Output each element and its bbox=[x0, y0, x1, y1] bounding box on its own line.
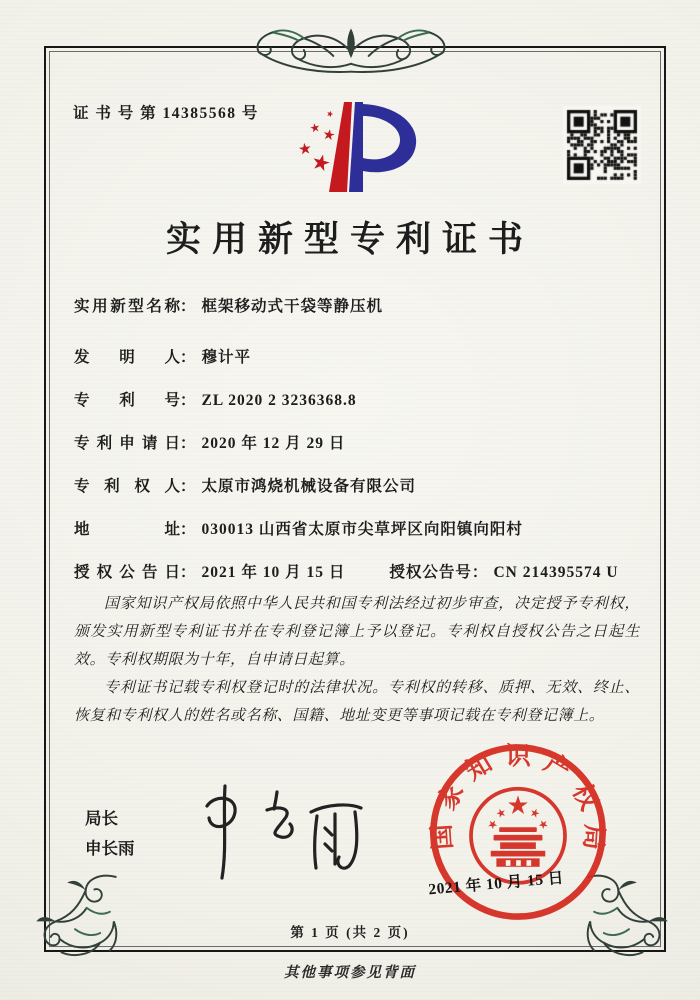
director-signature-icon bbox=[185, 776, 373, 884]
official-seal bbox=[424, 738, 612, 926]
signer-title: 局长 bbox=[85, 809, 118, 828]
cnipa-logo-icon bbox=[277, 90, 427, 204]
field-row-inventor bbox=[74, 345, 640, 367]
field-label: 授权公告日 bbox=[74, 564, 180, 581]
field-colon: ： bbox=[180, 521, 196, 538]
cnipa-logo-icon bbox=[277, 90, 427, 204]
signer-block bbox=[85, 804, 135, 864]
field-row-utility-model-name bbox=[74, 294, 640, 316]
seal-date: 2021 年 10 月 15 日 bbox=[427, 869, 565, 899]
field-row-grant-date-and-number bbox=[74, 560, 640, 582]
field-row-patentee bbox=[74, 474, 640, 496]
floral-ornament-icon bbox=[30, 873, 122, 965]
field-row-filing-date bbox=[74, 431, 640, 453]
page-number: 第 1 页 (共 2 页) bbox=[290, 925, 410, 940]
field-colon: ： bbox=[180, 392, 196, 409]
see-back-note: 其他事项参见背面 bbox=[284, 965, 416, 981]
field-label: 专利申请日 bbox=[74, 435, 180, 452]
field-value: 030013 山西省太原市尖草坪区向阳镇向阳村 bbox=[201, 521, 523, 538]
certificate-fields bbox=[74, 294, 640, 603]
handwritten-signature bbox=[185, 776, 373, 884]
field-colon: ： bbox=[180, 349, 196, 366]
field-value: 2020 年 12 月 29 日 bbox=[201, 435, 346, 452]
certificate-title: 实用新型专利证书 bbox=[165, 220, 534, 259]
field-value: 2021 年 10 月 15 日 bbox=[201, 564, 346, 581]
legal-paragraph-2: 专利证书记载专利权登记时的法律状况。专利权的转移、质押、无效、终止、恢复和专利权人的姓名或名称、国籍、地址变更等事项记载在专利登记簿上。 bbox=[74, 680, 640, 724]
field-row-address bbox=[74, 517, 640, 539]
field-label: 专利权人 bbox=[74, 478, 180, 495]
legal-text bbox=[74, 590, 640, 730]
field-label: 实用新型名称 bbox=[74, 298, 180, 315]
field-colon: ： bbox=[471, 564, 488, 581]
field-label: 专利号 bbox=[74, 392, 180, 409]
field-value: 穆计平 bbox=[201, 349, 252, 366]
field-row-patent-number bbox=[74, 388, 640, 410]
field-colon: ： bbox=[180, 564, 196, 581]
cnipa-official-seal-icon bbox=[424, 738, 612, 926]
field-value: ZL 2020 2 3236368.8 bbox=[201, 392, 357, 409]
top-center-floral-ornament bbox=[243, 22, 459, 86]
field-value: 框架移动式干袋等静压机 bbox=[201, 298, 384, 315]
field-label: 地址 bbox=[74, 521, 180, 538]
qr-code bbox=[563, 106, 641, 184]
field-colon: ： bbox=[180, 435, 196, 452]
seal-agency-text: 国家知识产权局 bbox=[427, 742, 609, 851]
grant-number-value: CN 214395574 U bbox=[493, 564, 619, 581]
field-colon: ： bbox=[180, 478, 196, 495]
field-value: 太原市鸿烧机械设备有限公司 bbox=[201, 478, 417, 495]
certificate-number: 证 书 号 第 14385568 号 bbox=[73, 105, 259, 122]
signer-name: 申长雨 bbox=[85, 839, 135, 858]
field-label: 发明人 bbox=[74, 349, 180, 366]
field-colon: ： bbox=[180, 298, 196, 315]
legal-paragraph-1: 国家知识产权局依照中华人民共和国专利法经过初步审查，决定授予专利权，颁发实用新型专利证书并在专利登记簿上予以登记。专利权自授权公告之日起生效。专利权期限为十年，自申请日起算。 bbox=[74, 596, 640, 668]
bottom-left-floral-ornament bbox=[30, 873, 122, 965]
floral-ornament-icon bbox=[243, 22, 459, 86]
grant-number-label: 授权公告号 bbox=[389, 564, 472, 581]
